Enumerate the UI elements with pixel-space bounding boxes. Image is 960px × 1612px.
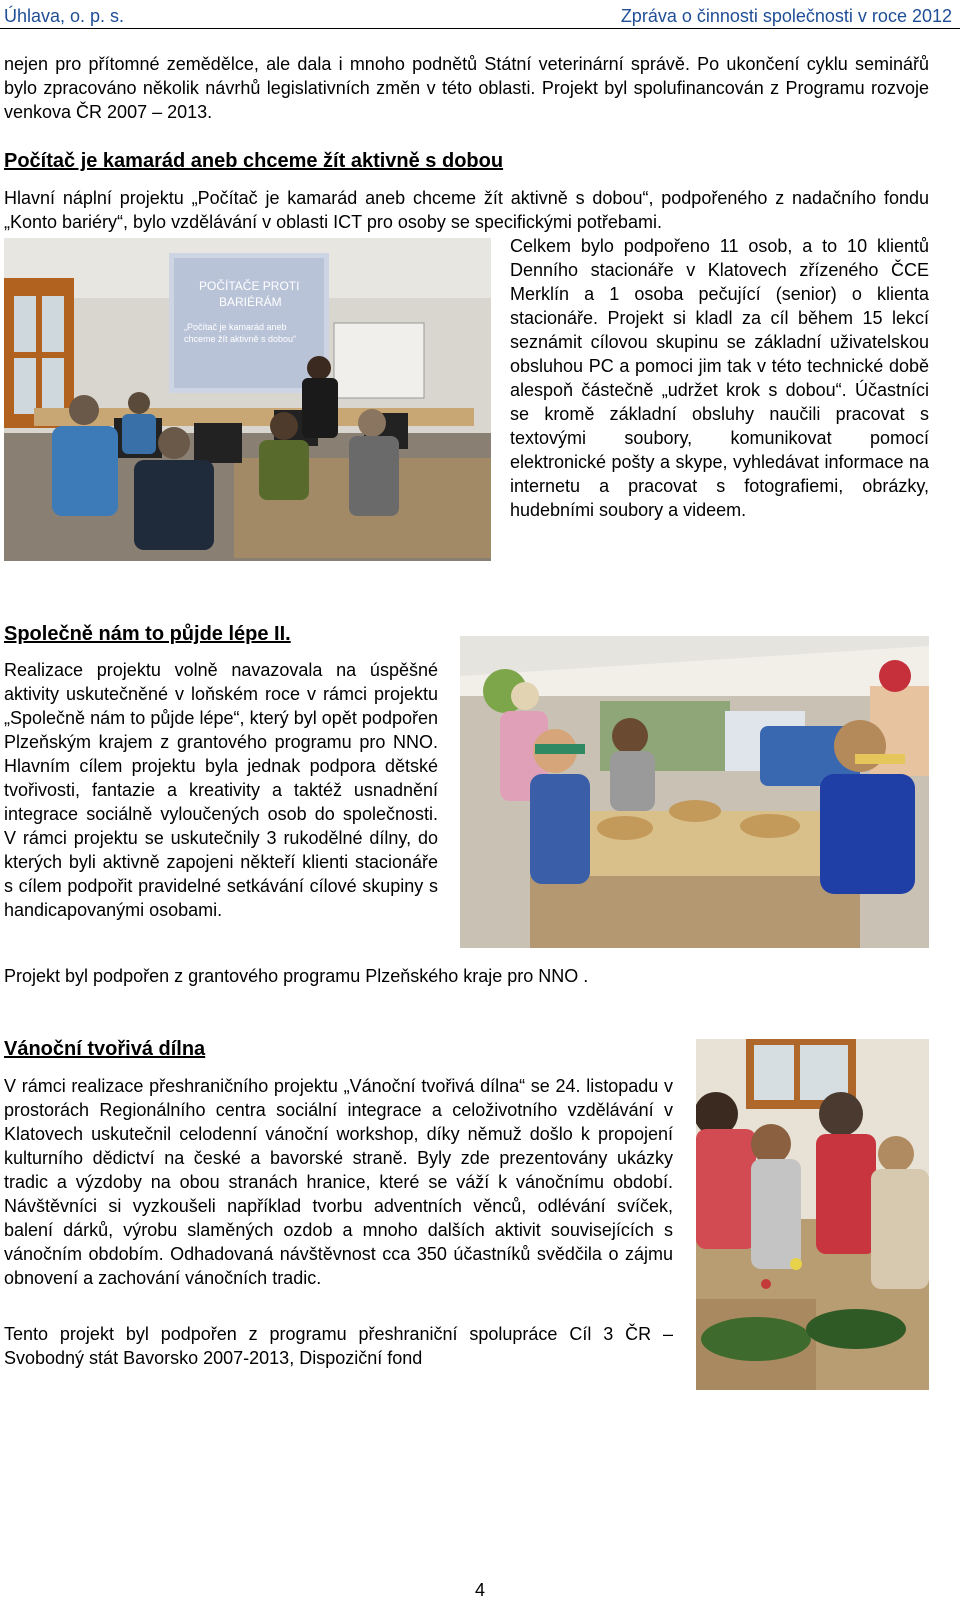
section-computer-body: Celkem bylo podpořeno 11 osob, a to 10 klientů Denního stacionáře v Klatovech zřízeného ČCE Merklín a 1 osoba pečující (senior) o klienta stacionáře. Projekt si kladl za cíl během 15 lekcí seznámit cílovou skupinu se základní uživatelskou obsluhou PC a pomoci jim tak v této technické době alespoň částečně „udržet krok s dobou“. Účastníci se kromě základní obsluhy naučili pracovat s textovými soubory, komunikovat pomocí elektronické pošty a skype, vyhledávat informace na internetu a pracovat s fotografiemi, obrázky, hudebními soubory a videem. (510, 236, 929, 520)
christmas-workshop-photo (696, 1039, 929, 1390)
section-together-footer: Projekt byl podpořen z grantového programu Plzeňského kraje pro NNO . (4, 966, 589, 986)
slide-text-1: POČÍTAČE PROTI (199, 279, 300, 293)
section-title-christmas: Vánoční tvořivá dílna (4, 1038, 206, 1060)
section-together-body: Realizace projektu volně navazovala na úspěšné aktivity uskutečněné v loňském roce v rámci projektu „Společně nám to půjde lépe“, který byl opět podpořen Plzeňským krajem z grantového programu pro NNO. Hlavním cílem projektu byla jednak podpora dětské tvořivosti, fantazie a kreativity a taktéž usnadnění integrace sociálně vyloučených osob do společnosti. V rámci projektu se uskutečnily 3 rukodělné dílny, do kterých byli aktivně zapojeni někteří klienti stacionáře s cílem podpořit pravidelné setkávání cílové skupiny s handicapovanými osobami. (4, 660, 438, 920)
header-report-title: Zpráva o činnosti společnosti v roce 2012 (620, 6, 952, 26)
section-title-computer: Počítač je kamarád aneb chceme žít aktivně s dobou (4, 150, 504, 172)
classroom-photo (4, 238, 491, 561)
section-title-together: Společně nám to půjde lépe II. (4, 623, 291, 645)
slide-text-3: „Počítač je kamarád aneb (184, 322, 287, 332)
slide-text-2: BARIÉRÁM (219, 295, 282, 309)
slide-text-4: chceme žít aktivně s dobou“ (184, 334, 297, 344)
intro-paragraph: nejen pro přítomné zemědělce, ale dala i mnoho podnětů Státní veterinární správě. Po ukončení cyklu seminářů bylo zpracováno několik návrhů legislativních změn v této oblasti. Projekt byl spolufinancován z Programu rozvoje venkova ČR 2007 – 2013. (4, 54, 929, 122)
section-christmas-footer: Tento projekt byl podpořen z programu přeshraniční spolupráce Cíl 3 ČR – Svobodný stát Bavorsko 2007-2013, Dispoziční fond (4, 1324, 673, 1368)
workshop-children-photo (460, 636, 929, 948)
page-number: 4 (474, 1580, 485, 1600)
section-christmas-body: V rámci realizace přeshraničního projektu „Vánoční tvořivá dílna“ se 24. listopadu v prostorách Regionálního centra sociální integrace a celoživotního vzdělávání v Klatovech uskutečnil celodenní vánoční workshop, díky němuž došlo k propojení kulturního dědictví na české a bavorské straně. Byly zde prezentovány ukázky tradic a výzdoby na obou stranách hranice, které se váží k vánočnímu období. Návštěvníci si vyzkoušeli například tvorbu adventních věnců, odlévání svíček, balení dárků, výrobu slaměných ozdob a mnoho dalších aktivit souvisejících s vánočním obdobím. Odhadovaná návštěvnost cca 350 účastníků svědčila o zájmu obnovení a zachování vánočních tradic. (4, 1076, 673, 1288)
header-organization: Úhlava, o. p. s. (4, 6, 125, 26)
section-computer-lead: Hlavní náplní projektu „Počítač je kamarád aneb chceme žít aktivně s dobou“, podpořeného z nadačního fondu „Konto bariéry“, bylo vzdělávání v oblasti ICT pro osoby se specifickými potřebami. (4, 188, 929, 232)
page-header (0, 2, 960, 29)
